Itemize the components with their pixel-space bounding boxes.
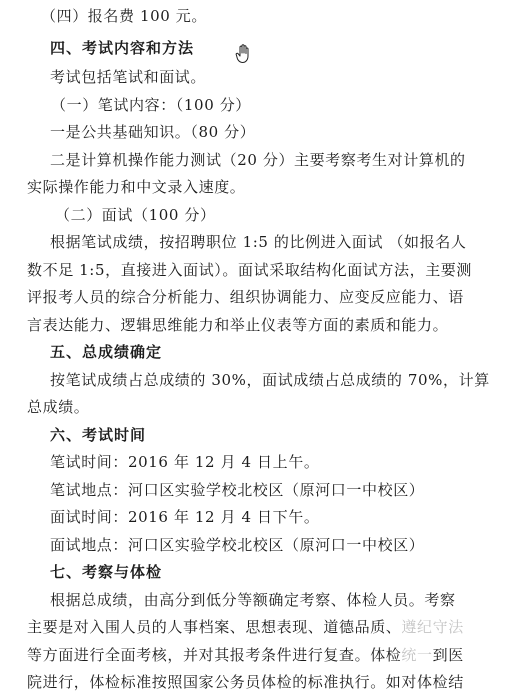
score-line: 按笔试成绩占总成绩的 30%，面试成绩占总成绩的 70%，计算 <box>50 371 490 389</box>
exam-schedule-line: 面试地点：河口区实验学校北校区（原河口一中校区） <box>50 536 425 554</box>
exam-schedule-line: 面试时间：2016 年 12 月 4 日下午。 <box>50 508 320 526</box>
hand-cursor-icon <box>234 44 252 64</box>
review-line-3-tail: 到医 <box>432 646 464 664</box>
review-line-3 <box>27 645 464 665</box>
fee-line: （四）报名费 100 元。 <box>41 7 207 25</box>
written-item-2-line-1: 二是计算机操作能力测试（20 分）主要考察考生对计算机的 <box>50 151 466 169</box>
written-item-1: 一是公共基础知识。（80 分） <box>50 123 256 141</box>
interview-title: （二）面试（100 分） <box>55 206 216 224</box>
section-5-heading: 五、总成绩确定 <box>50 343 163 361</box>
review-line-2 <box>27 617 464 637</box>
review-line-3-main: 等方面进行全面考核，并对其报考条件进行复查。体检 <box>27 646 402 664</box>
interview-line: 根据笔试成绩，按招聘职位 1:5 的比例进入面试 （如报名人 <box>50 233 467 251</box>
section-6-heading: 六、考试时间 <box>50 426 147 444</box>
written-item-2-line-2: 实际操作能力和中文录入速度。 <box>27 178 246 196</box>
review-line-1: 根据总成绩，由高分到低分等额确定考察、体检人员。考察 <box>50 591 456 609</box>
exam-schedule-line: 笔试地点：河口区实验学校北校区（原河口一中校区） <box>50 481 425 499</box>
interview-line: 评报考人员的综合分析能力、组织协调能力、应变反应能力、语 <box>27 288 464 306</box>
interview-line: 言表达能力、逻辑思维能力和举止仪表等方面的素质和能力。 <box>27 316 449 334</box>
review-line-2-faded: 遵纪守法 <box>401 618 464 636</box>
exam-schedule-line: 笔试时间：2016 年 12 月 4 日上午。 <box>50 453 320 471</box>
interview-line: 数不足 1:5，直接进入面试）。面试采取结构化面试方法，主要测 <box>27 261 473 279</box>
review-line-3-faded: 统一 <box>401 646 433 664</box>
written-title: （一）笔试内容：（100 分） <box>51 96 251 114</box>
exam-intro: 考试包括笔试和面试。 <box>50 68 207 86</box>
score-line: 总成绩。 <box>27 398 90 416</box>
section-4-heading: 四、考试内容和方法 <box>50 39 195 57</box>
section-7-heading: 七、考察与体检 <box>50 563 163 581</box>
review-line-2-main: 主要是对入围人员的人事档案、思想表现、道德品质、 <box>27 618 402 636</box>
review-line-4: 院进行，体检标准按照国家公务员体检的标准执行。如对体检结 <box>27 673 464 691</box>
